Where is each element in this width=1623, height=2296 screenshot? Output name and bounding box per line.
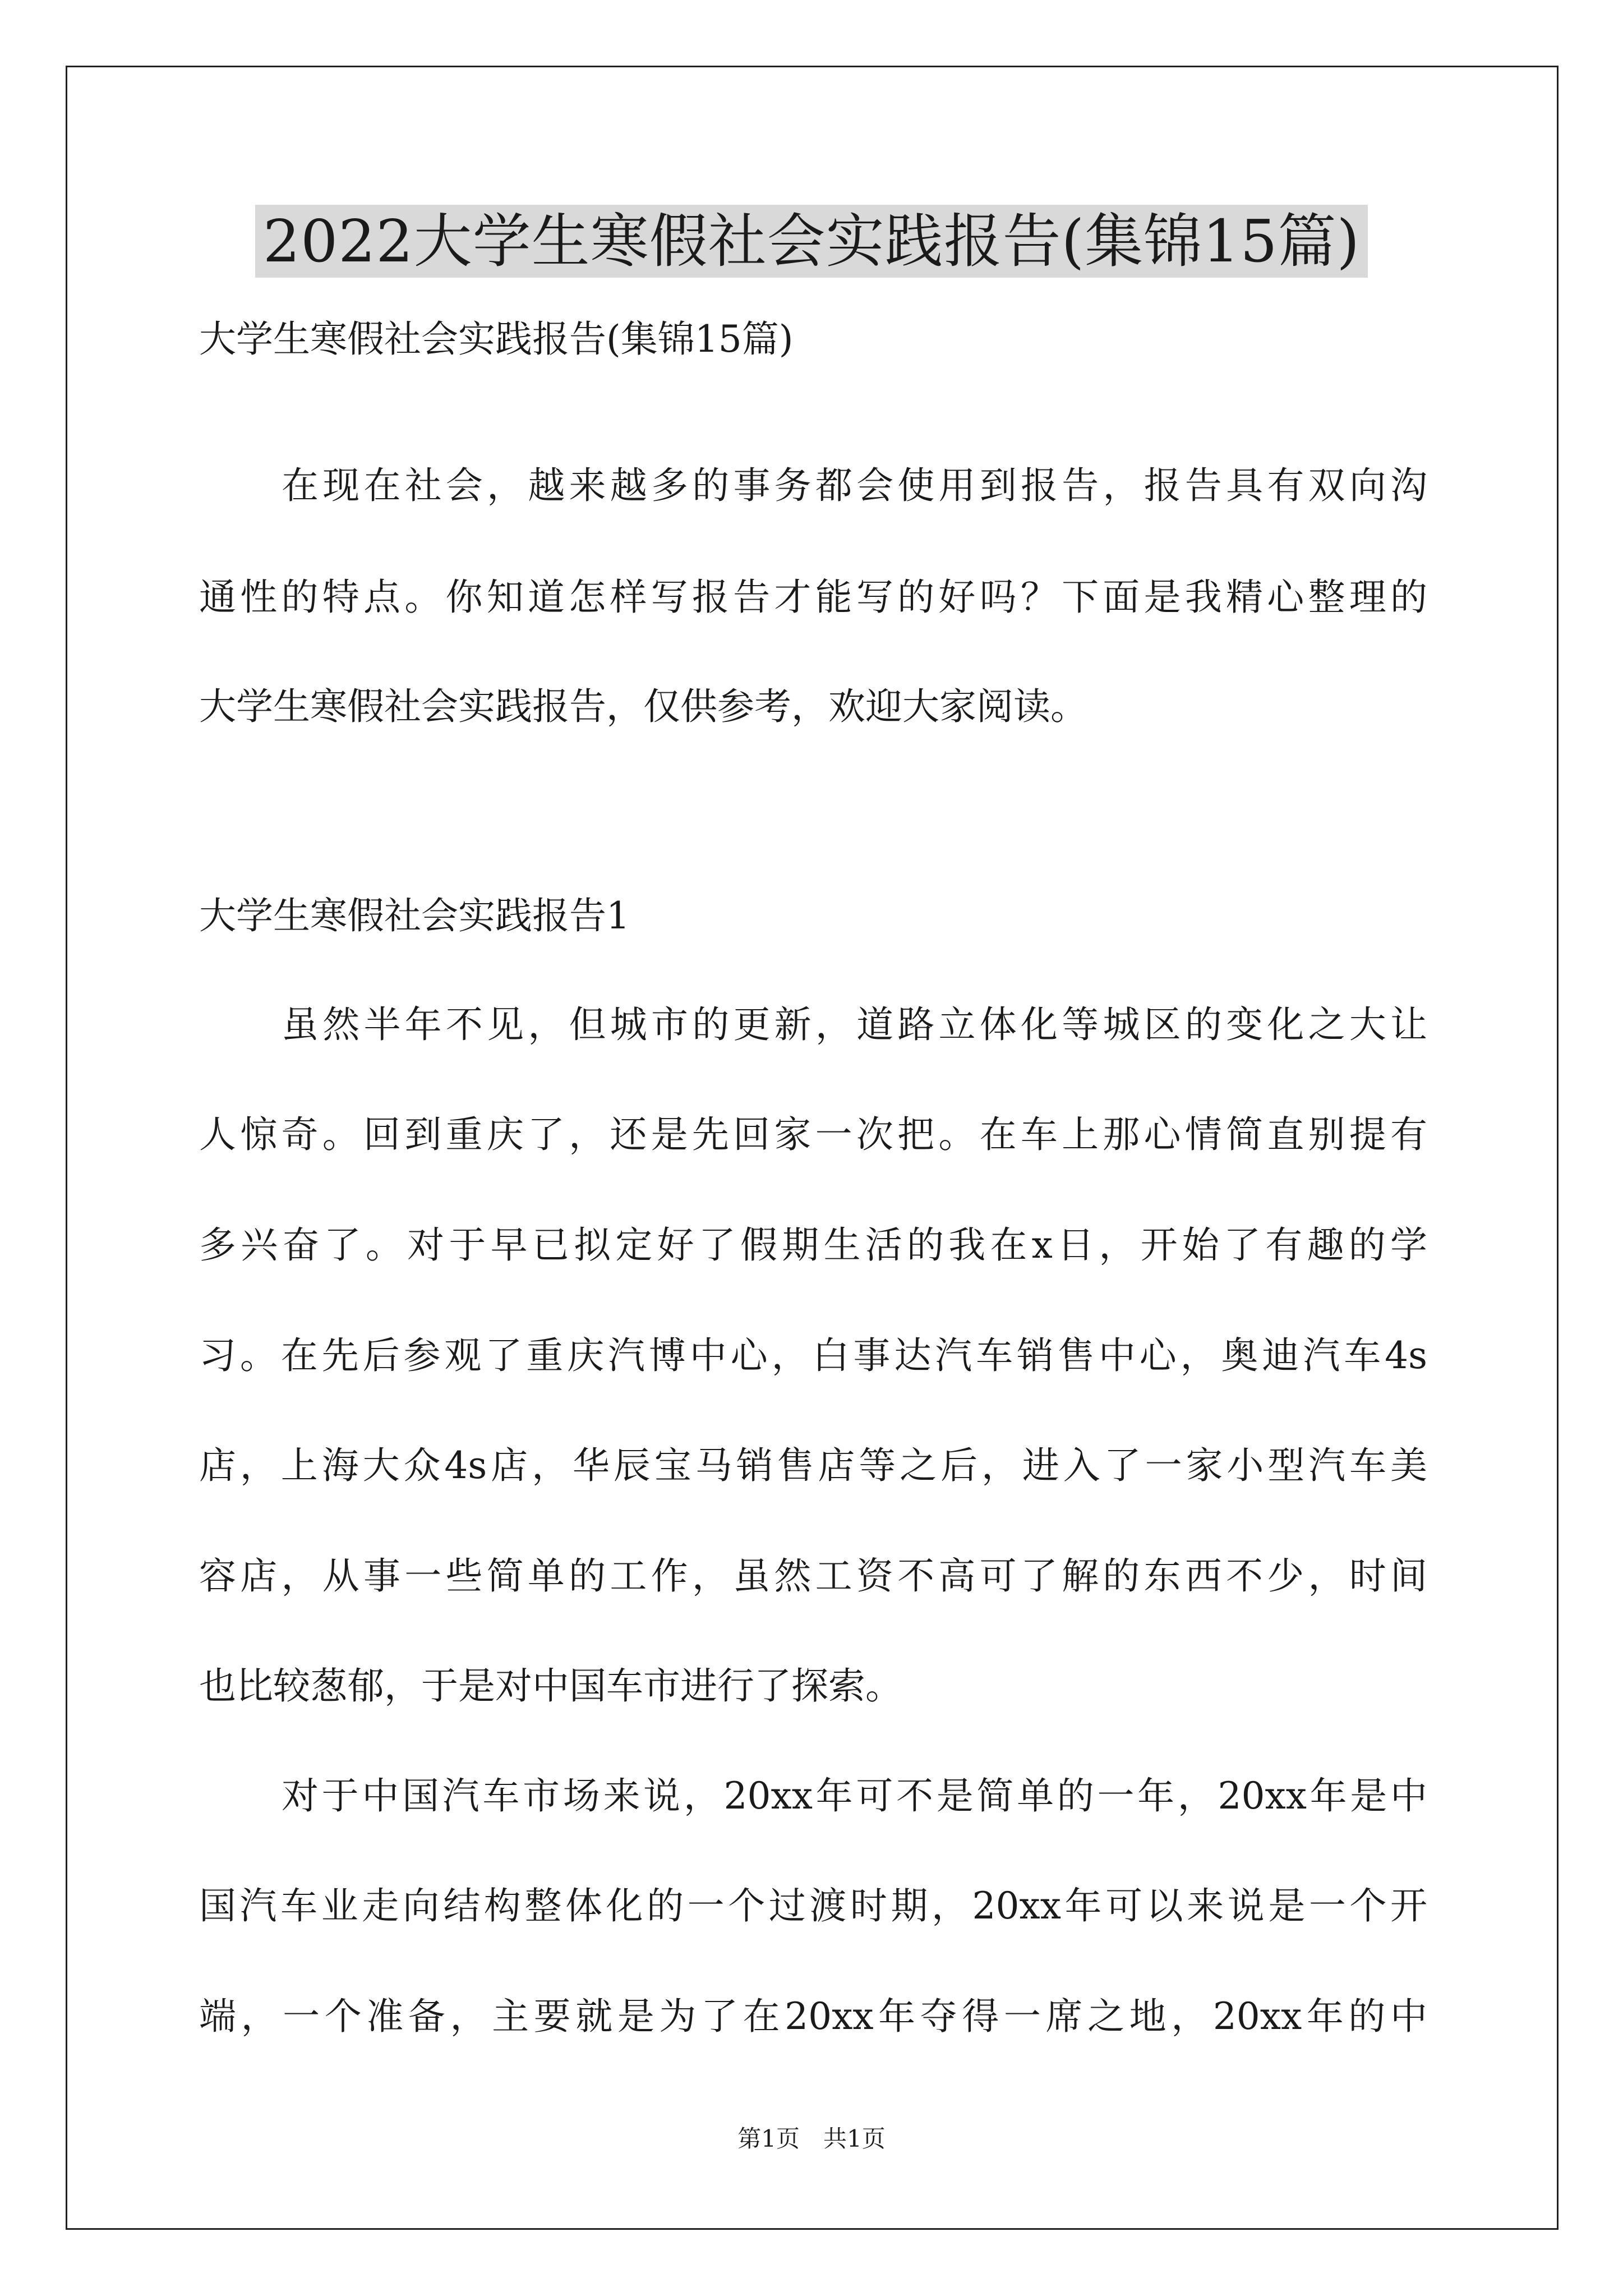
intro-line: 大学生寒假社会实践报告，仅供参考，欢迎大家阅读。 — [199, 685, 1087, 728]
paragraph-line: 对于中国汽车市场来说，20xx年可不是简单的一年，20xx年是中 — [282, 1774, 1427, 1818]
intro-line: 通性的特点。你知道怎样写报告才能写的好吗？下面是我精心整理的 — [199, 576, 1427, 619]
document-title-block — [0, 205, 1623, 278]
paragraph-line: 国汽车业走向结构整体化的一个过渡时期，20xx年可以来说是一个开 — [199, 1884, 1427, 1927]
section-heading: 大学生寒假社会实践报告1 — [199, 894, 630, 937]
paragraph-line: 习。在先后参观了重庆汽博中心，白事达汽车销售中心，奥迪汽车4s — [199, 1334, 1427, 1377]
paragraph-line: 人惊奇。回到重庆了，还是先回家一次把。在车上那心情简直别提有 — [199, 1113, 1427, 1156]
paragraph-line: 容店，从事一些简单的工作，虽然工资不高可了解的东西不少，时间 — [199, 1554, 1427, 1598]
page-footer: 第1页 共1页 — [737, 2125, 886, 2152]
paragraph-line: 虽然半年不见，但城市的更新，道路立体化等城区的变化之大让 — [282, 1003, 1427, 1046]
paragraph-line: 多兴奋了。对于早已拟定好了假期生活的我在x日，开始了有趣的学 — [199, 1223, 1427, 1267]
document-title: 2022大学生寒假社会实践报告(集锦15篇) — [255, 205, 1368, 278]
paragraph-line: 店，上海大众4s店，华辰宝马销售店等之后，进入了一家小型汽车美 — [199, 1444, 1427, 1487]
document-subtitle: 大学生寒假社会实践报告(集锦15篇) — [199, 318, 794, 361]
intro-line: 在现在社会，越来越多的事务都会使用到报告，报告具有双向沟 — [282, 464, 1427, 507]
paragraph-line: 端，一个准备，主要就是为了在20xx年夺得一席之地，20xx年的中 — [199, 1995, 1427, 2038]
paragraph-line: 也比较葱郁，于是对中国车市进行了探索。 — [199, 1664, 902, 1708]
